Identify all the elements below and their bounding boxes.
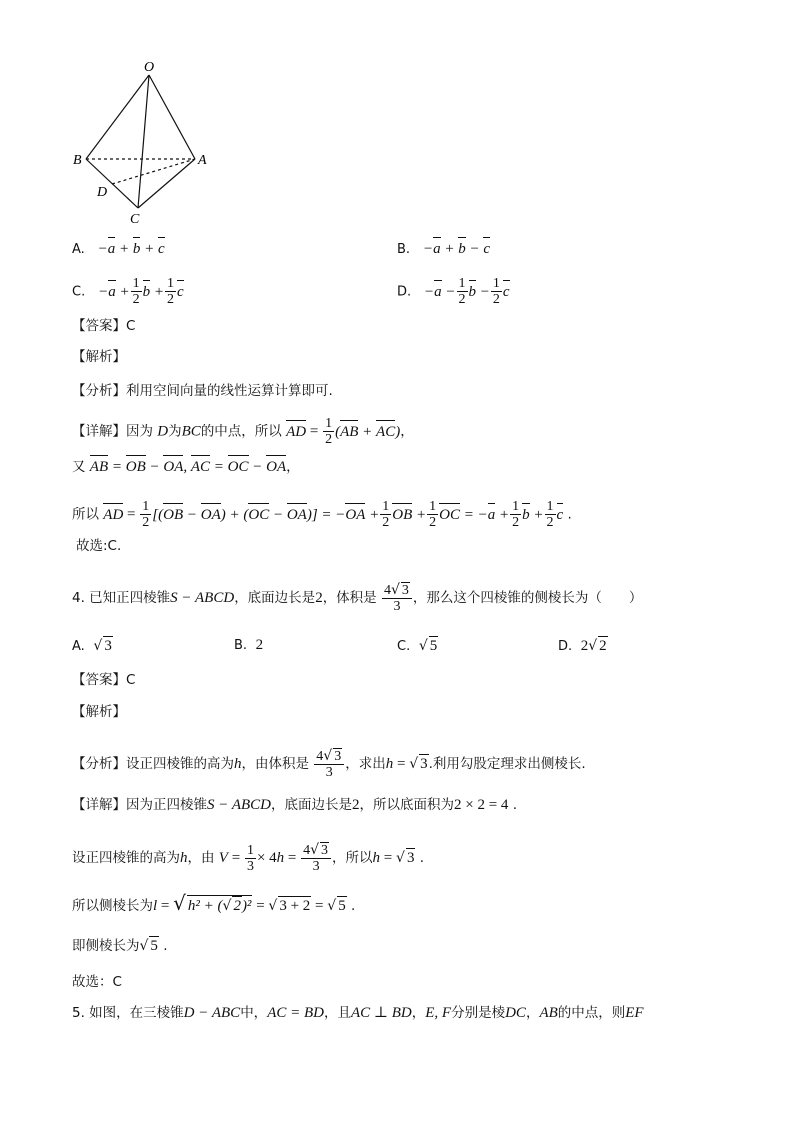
q4-option-b: B. 2 — [234, 637, 264, 653]
q3-detail-line3: 所以 AD = $\frac{1}{2}$ [(OB − OA) + (OC − OA)] = −OA + $\frac{1}{2}$ OB + $\frac{1}{2}$ OC = −a + $\frac{1}{2}$ b + $\frac{1}{2}$ c . — [72, 499, 572, 530]
q4-edge-line: 所以侧棱长为l = √ h² + (√ 2)² = √ 3 + 2 = √ 5 . — [72, 891, 356, 915]
q3-conclusion: 故选:C. — [76, 538, 122, 554]
vertex-c-label: C — [130, 212, 140, 227]
vertex-o-label: O — [144, 60, 155, 75]
q3-answer: 【答案】C — [72, 318, 136, 334]
q3-analysis-tag: 【解析】 — [72, 349, 126, 365]
q3-option-d: D. −a − $\frac{1}{2}$ b − $\frac{1}{2}$ c — [397, 276, 510, 307]
q4-answer: 【答案】C — [72, 672, 136, 688]
q3-fenxi: 【分析】利用空间向量的线性运算计算即可. — [72, 383, 333, 399]
vertex-a-label: A — [198, 153, 207, 168]
q5-stem: 5. 如图，在三棱锥D − ABC中，AC = BD，且AC ⊥ BD，E, F分别是棱DC，AB的中点，则EF — [72, 1005, 644, 1021]
q4-option-d: D. 2√ 2 — [558, 638, 607, 654]
q3-option-b: B. −a + b − c — [397, 241, 490, 257]
q4-conclusion: 故选：C — [72, 974, 122, 990]
vertex-b-label: B — [73, 153, 82, 168]
q4-option-c: C. √ 5 — [397, 638, 438, 654]
q4-answer-line: 即侧棱长为√ 5 . — [72, 938, 168, 954]
vertex-d-label: D — [97, 185, 108, 200]
q4-stem: 4. 已知正四棱锥S − ABCD，底面边长是2，体积是 $\frac{4√ 3}{3}$ ，那么这个四棱锥的侧棱长为（ ） — [72, 582, 643, 614]
q4-fenxi: 【分析】设正四棱锥的高为h，由体积是 $\frac{4√ 3}{3}$ ，求出h = √ 3.利用勾股定理求出侧棱长. — [72, 748, 586, 780]
q4-option-a: A. √ 3 — [72, 638, 112, 654]
q3-detail-line1: 【详解】因为 D为BC的中点，所以 AD = $\frac{1}{2}$ (AB + AC)， — [72, 416, 414, 447]
q3-detail-line2: 又 AB = OB − OA, AC = OC − OA， — [72, 459, 300, 475]
q4-detail: 【详解】因为正四棱锥S − ABCD，底面边长是2，所以底面积为2 × 2 = 4 . — [72, 797, 518, 813]
tetrahedron-figure — [70, 55, 230, 230]
q4-volume-line: 设正四棱锥的高为h，由 V = $\frac{1}{3}$ × 4h = $\frac{4√ 3}{3}$ ，所以h = √ 3 . — [72, 842, 425, 874]
q4-analysis-tag: 【解析】 — [72, 704, 126, 720]
q3-option-c: C. −a + $\frac{1}{2}$ b + $\frac{1}{2}$ c — [72, 276, 184, 307]
q3-option-a: A. −a + b + c — [72, 241, 165, 257]
